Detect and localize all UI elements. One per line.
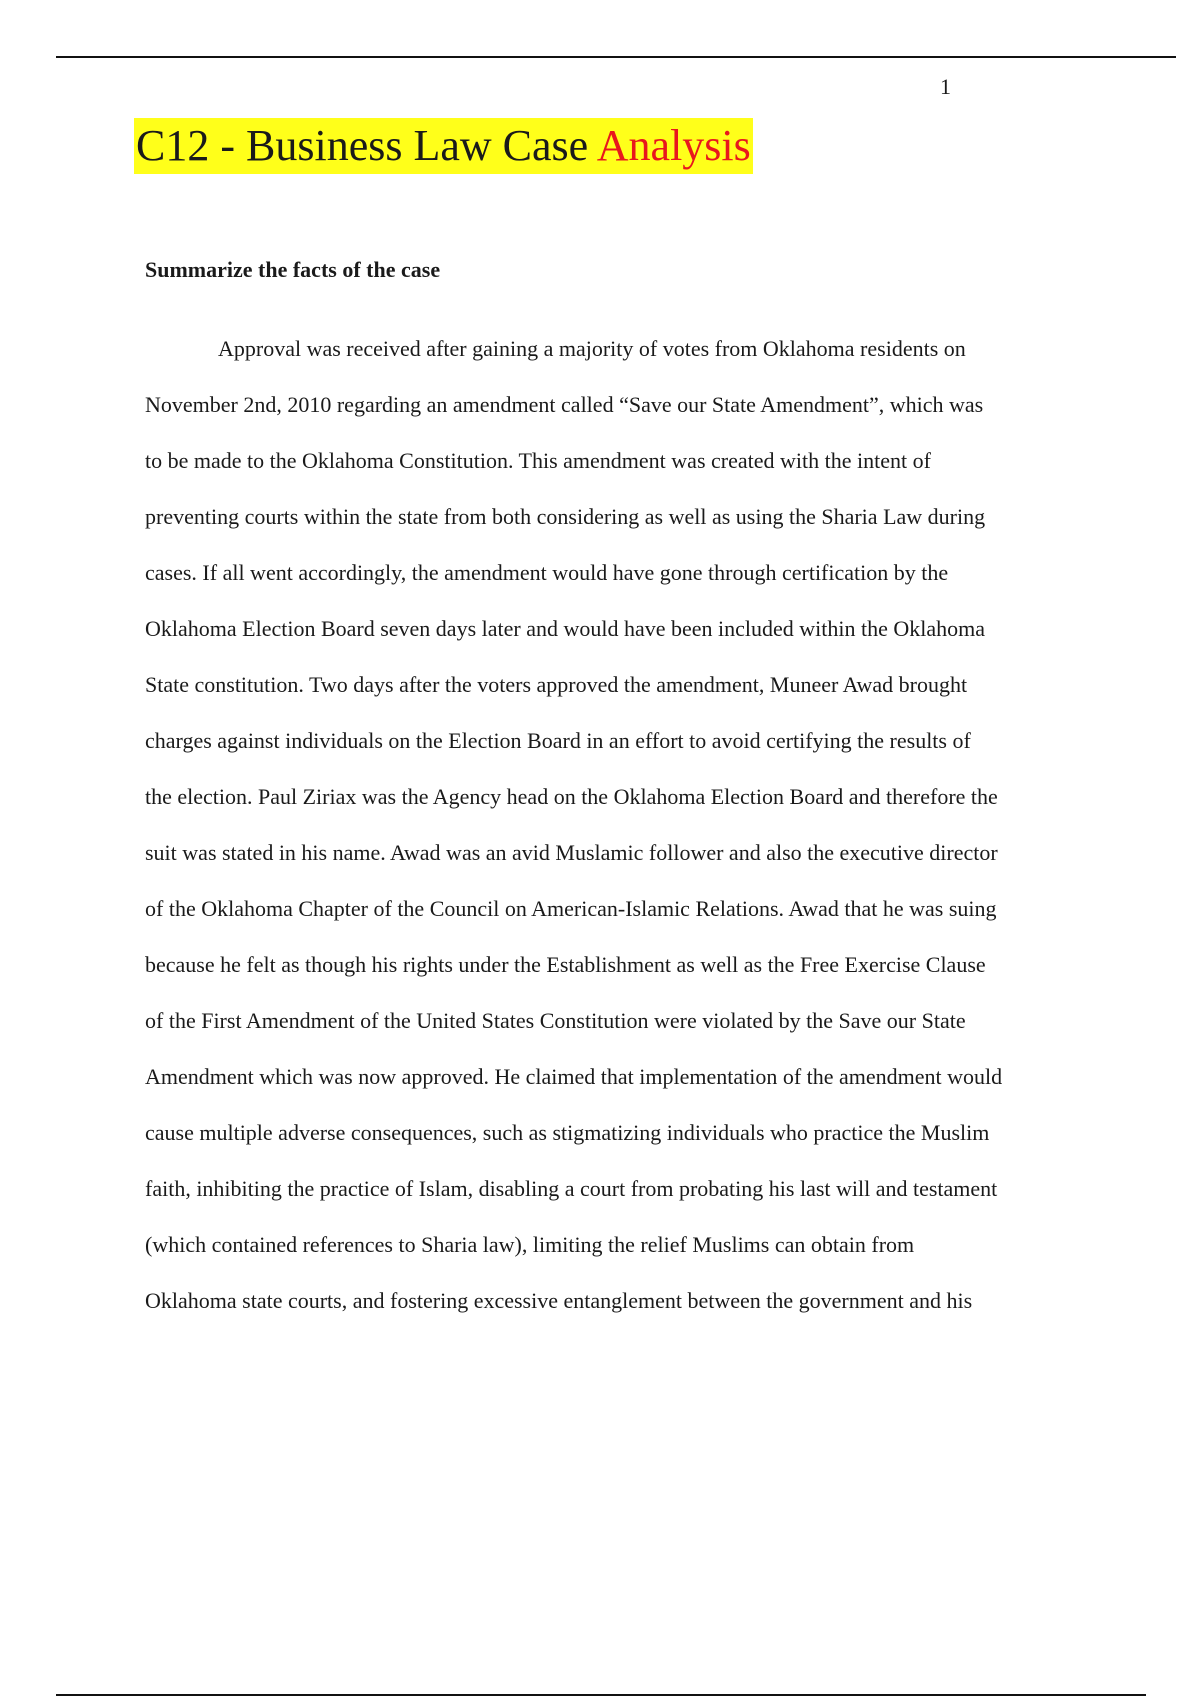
footer-rule	[56, 1694, 1146, 1696]
paragraph-line: Oklahoma Election Board seven days later and would have been included within the Oklahoma	[145, 616, 986, 641]
paragraph-line: of the Oklahoma Chapter of the Council on American-Islamic Relations. Awad that he was suing	[145, 896, 997, 921]
paragraph-line: the election. Paul Ziriax was the Agency head on the Oklahoma Election Board and therefore the	[145, 784, 998, 809]
document-title	[134, 118, 753, 174]
paragraph-line: State constitution. Two days after the voters approved the amendment, Muneer Awad brought	[145, 672, 968, 697]
paragraph-line: Oklahoma state courts, and fostering excessive entanglement between the government and his	[145, 1288, 973, 1313]
document-title-accent: Analysis	[596, 121, 751, 170]
paragraph-line: because he felt as though his rights under the Establishment as well as the Free Exercise Clause	[145, 952, 986, 977]
paragraph-line: Amendment which was now approved. He claimed that implementation of the amendment would	[145, 1064, 1003, 1089]
document-title-main: C12 - Business Law Case	[136, 121, 597, 170]
paragraph-line: cause multiple adverse consequences, such as stigmatizing individuals who practice the Muslim	[145, 1120, 990, 1145]
header-rule	[56, 56, 1176, 58]
page-number: 1	[940, 74, 951, 99]
paragraph-line: Approval was received after gaining a majority of votes from Oklahoma residents on	[218, 336, 966, 361]
paragraph-line: faith, inhibiting the practice of Islam, disabling a court from probating his last will and testament	[145, 1176, 998, 1201]
body-paragraph	[145, 321, 1002, 1329]
paragraph-line: suit was stated in his name. Awad was an avid Muslamic follower and also the executive director	[145, 840, 998, 865]
paragraph-line: cases. If all went accordingly, the amendment would have gone through certification by the	[145, 560, 949, 585]
paragraph-line: charges against individuals on the Election Board in an effort to avoid certifying the results of	[145, 728, 971, 753]
section-heading: Summarize the facts of the case	[145, 257, 441, 282]
paragraph-line: preventing courts within the state from both considering as well as using the Sharia Law during	[145, 504, 986, 529]
paragraph-line: November 2nd, 2010 regarding an amendment called “Save our State Amendment”, which was	[145, 392, 984, 417]
paragraph-line: to be made to the Oklahoma Constitution. This amendment was created with the intent of	[145, 448, 931, 473]
paragraph-line: (which contained references to Sharia law), limiting the relief Muslims can obtain from	[145, 1232, 915, 1257]
paragraph-line: of the First Amendment of the United States Constitution were violated by the Save our State	[145, 1008, 966, 1033]
